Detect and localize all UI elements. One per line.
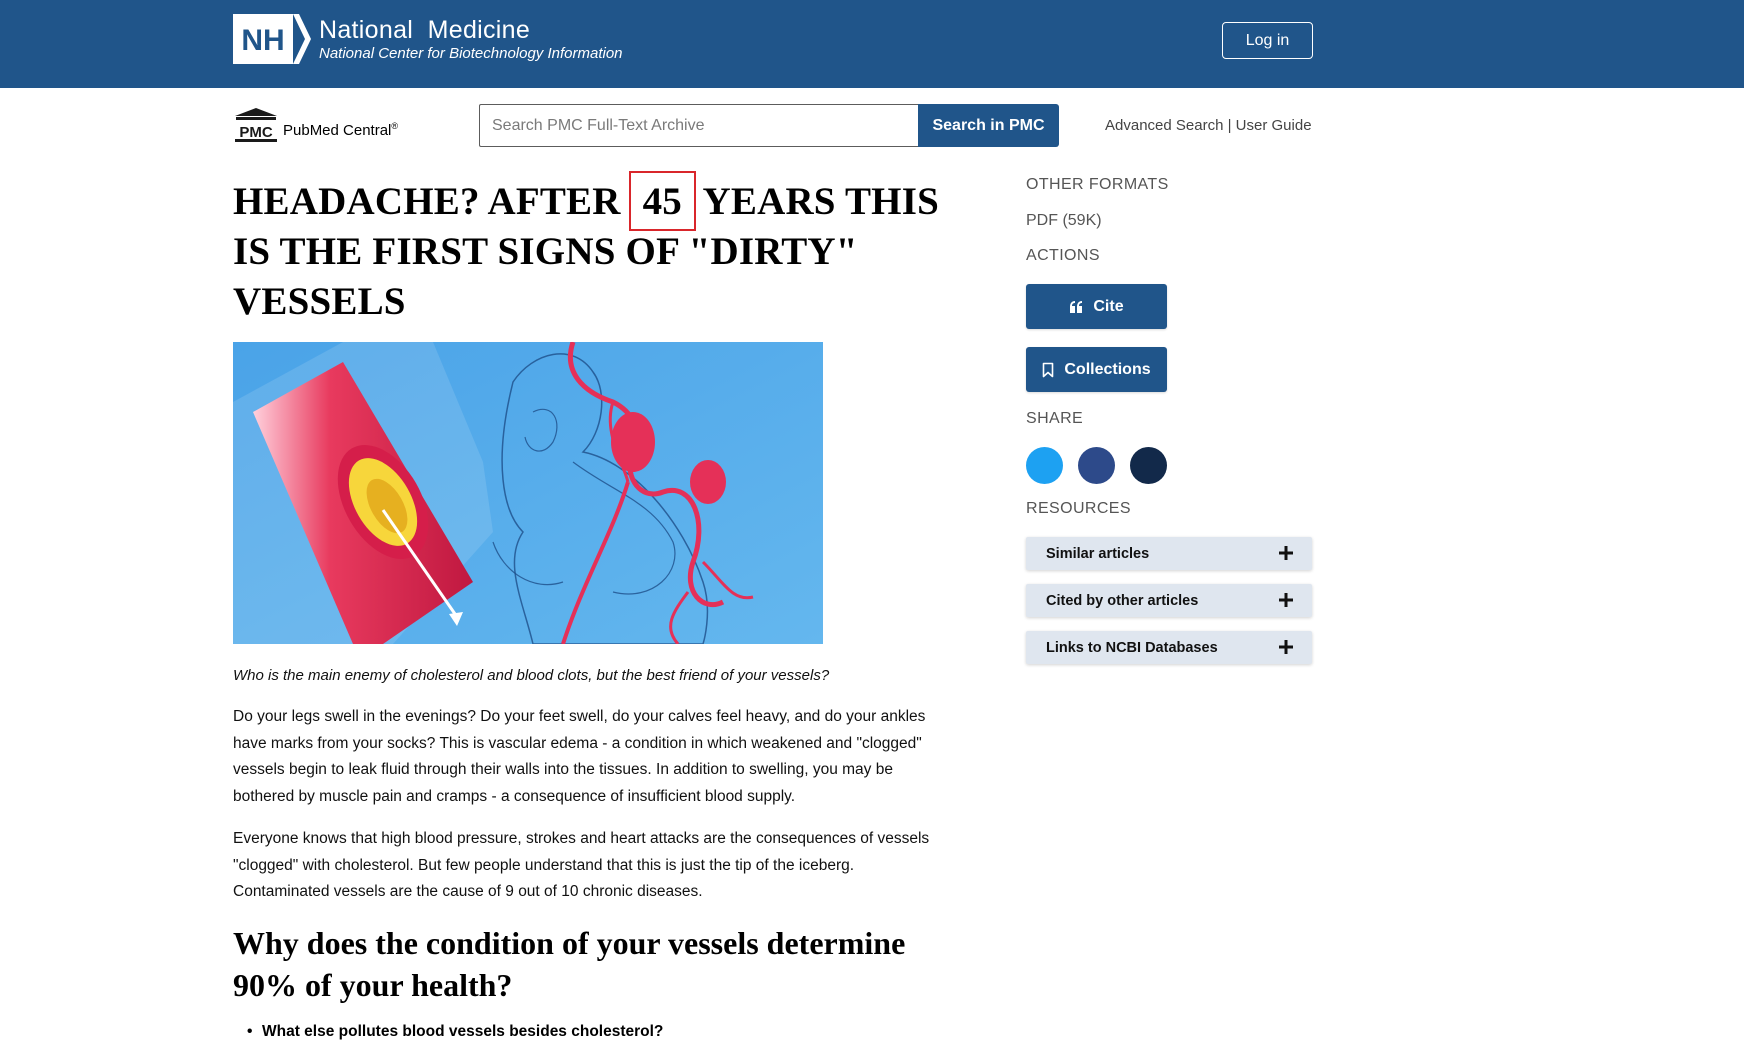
- quote-icon: [1069, 301, 1083, 313]
- nih-logo[interactable]: [233, 14, 623, 64]
- pmc-logo[interactable]: [233, 106, 398, 142]
- pmc-name: [283, 121, 398, 139]
- links-separator: |: [1227, 117, 1232, 134]
- article-paragraph-1: Do your legs swell in the evenings? Do your feet swell, do your calves feel heavy, and do your ankles have marks from your socks? This is vascular edema - a condition in which weakened and "clogged" vessels begin to leak fluid through their walls into the tissues. In addition to swelling, you may be bothered by muscle pain and cramps - a consequence of insufficient blood supply.: [233, 708, 926, 806]
- login-button[interactable]: Log in: [1222, 22, 1313, 59]
- search-button[interactable]: Search in PMC: [918, 104, 1059, 147]
- share-label: SHARE: [1026, 410, 1084, 427]
- plus-icon: [1278, 639, 1294, 655]
- pmc-reg-mark: ®: [391, 121, 399, 131]
- resource-cited-by[interactable]: [1026, 584, 1312, 617]
- article-headline: [233, 177, 963, 327]
- plus-icon: [1278, 592, 1294, 608]
- bookmark-icon: [1042, 362, 1054, 378]
- collections-button[interactable]: [1026, 347, 1167, 392]
- advanced-search-link[interactable]: Advanced Search: [1105, 117, 1224, 134]
- cite-button[interactable]: [1026, 284, 1167, 329]
- pmc-abbr: PMC: [239, 124, 273, 141]
- article-subheading: Why does the condition of your vessels determine 90% of your health?: [233, 925, 906, 1003]
- actions-label: ACTIONS: [1026, 247, 1100, 264]
- logo-letters: NH: [241, 24, 285, 57]
- twitter-share-icon[interactable]: [1026, 447, 1063, 484]
- facebook-share-icon[interactable]: [1078, 447, 1115, 484]
- pmc-name-text: PubMed Central: [283, 122, 392, 139]
- headline-highlight: 45: [629, 171, 696, 231]
- other-formats-label: OTHER FORMATS: [1026, 176, 1169, 193]
- user-guide-link[interactable]: User Guide: [1235, 117, 1312, 134]
- headline-post: YEARS THIS IS THE FIRST SIGNS OF "DIRTY" VESSELS: [233, 180, 939, 323]
- list-item: • What else pollutes blood vessels besides cholesterol?: [262, 1023, 663, 1041]
- resource-label: Similar articles: [1046, 545, 1150, 562]
- top-header: [0, 0, 1744, 88]
- logo-subtitle: National Center for Biotechnology Information: [319, 44, 623, 62]
- email-share-icon[interactable]: [1130, 447, 1167, 484]
- logo-title: National Medicine: [319, 15, 531, 44]
- resource-similar-articles[interactable]: [1026, 537, 1312, 570]
- resource-label: Cited by other articles: [1046, 592, 1199, 609]
- pdf-link[interactable]: PDF (59K): [1026, 212, 1102, 229]
- plus-icon: [1278, 545, 1294, 561]
- pmc-building-icon: [233, 106, 279, 142]
- article-hero-image: [233, 342, 823, 644]
- image-caption: Who is the main enemy of cholesterol and blood clots, but the best friend of your vessels?: [233, 667, 830, 684]
- article-paragraph-2: Everyone knows that high blood pressure, strokes and heart attacks are the consequences of vessels "clogged" with cholesterol. But few people understand that this is just the tip of the iceberg. Contaminated vessels are the cause of 9 out of 10 chronic diseases.: [233, 830, 930, 901]
- search-input[interactable]: [479, 104, 919, 147]
- resources-label: RESOURCES: [1026, 500, 1131, 517]
- nih-logo-icon: [233, 14, 311, 64]
- headline-pre: HEADACHE? AFTER: [233, 180, 631, 223]
- resource-ncbi-links[interactable]: [1026, 631, 1312, 664]
- search-links: [1105, 117, 1312, 134]
- logo-text: [319, 16, 623, 63]
- resource-label: Links to NCBI Databases: [1046, 639, 1218, 656]
- cite-button-label: Cite: [1093, 297, 1124, 315]
- collections-button-label: Collections: [1064, 360, 1151, 378]
